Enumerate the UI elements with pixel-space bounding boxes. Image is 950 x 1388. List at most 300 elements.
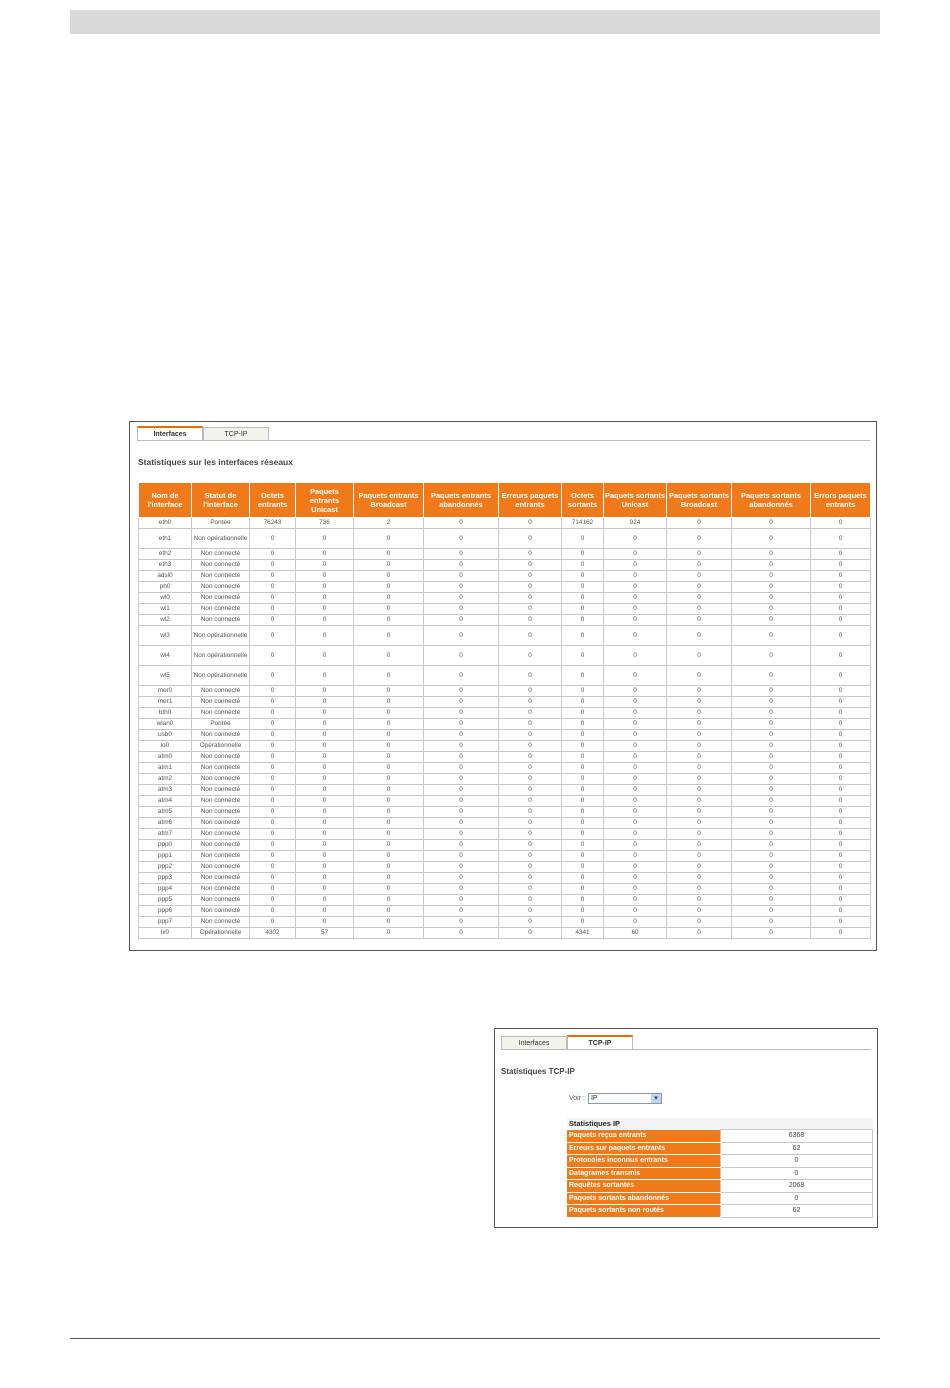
- table-cell: 0: [732, 604, 811, 615]
- table-cell: 0: [732, 895, 811, 906]
- table-cell: 0: [499, 884, 562, 895]
- table-cell: 0: [296, 895, 354, 906]
- table-cell: 0: [604, 818, 667, 829]
- table-cell: 0: [604, 917, 667, 928]
- table-cell: 0: [604, 549, 667, 560]
- table-cell: 0: [296, 571, 354, 582]
- table-cell: 0: [562, 818, 604, 829]
- table-cell: 0: [732, 818, 811, 829]
- column-header: Paquets entrants Broadcast: [354, 483, 424, 518]
- voir-select[interactable]: [588, 1093, 662, 1104]
- table-cell: 0: [811, 626, 871, 646]
- table-row: [139, 851, 871, 862]
- table-cell: 0: [296, 604, 354, 615]
- table-cell: 0: [811, 873, 871, 884]
- table-cell: 0: [732, 686, 811, 697]
- table-cell: 0: [424, 862, 499, 873]
- table-cell: 0: [562, 719, 604, 730]
- table-cell: 0: [811, 719, 871, 730]
- interface-status-cell: Non connecté: [192, 807, 250, 818]
- interface-status-cell: Non opérationnelle: [192, 626, 250, 646]
- interface-status-cell: Opérationnelle: [192, 741, 250, 752]
- table-cell: 0: [250, 593, 296, 604]
- table-cell: 0: [250, 796, 296, 807]
- table-cell: 0: [732, 697, 811, 708]
- table-cell: 0: [354, 697, 424, 708]
- table-cell: 0: [667, 818, 732, 829]
- table-cell: 0: [354, 928, 424, 939]
- table-cell: 0: [604, 593, 667, 604]
- table-cell: 0: [562, 529, 604, 549]
- table-cell: 0: [296, 873, 354, 884]
- table-cell: 0: [667, 829, 732, 840]
- interfaces-stats-panel: [129, 421, 877, 951]
- table-cell: 0: [296, 646, 354, 666]
- table-cell: 736: [296, 518, 354, 529]
- table-cell: 0: [604, 873, 667, 884]
- table-cell: 0: [732, 708, 811, 719]
- table-cell: 0: [667, 615, 732, 626]
- interface-name-cell: ppp4: [139, 884, 192, 895]
- table-cell: 0: [667, 807, 732, 818]
- ip-stats-table: [567, 1129, 873, 1218]
- ip-stat-label: Paquets sortants non routés: [567, 1205, 721, 1218]
- table-cell: 0: [562, 917, 604, 928]
- table-cell: 0: [354, 785, 424, 796]
- table-cell: 0: [424, 560, 499, 571]
- table-cell: 0: [604, 571, 667, 582]
- table-cell: 0: [250, 917, 296, 928]
- table-cell: 0: [732, 741, 811, 752]
- column-header: Octets sortants: [562, 483, 604, 518]
- table-cell: 0: [562, 549, 604, 560]
- interface-name-cell: atm2: [139, 774, 192, 785]
- table-cell: 0: [667, 604, 732, 615]
- table-cell: 0: [354, 884, 424, 895]
- table-cell: 0: [562, 646, 604, 666]
- table-cell: 0: [424, 697, 499, 708]
- table-cell: 0: [354, 666, 424, 686]
- table-cell: 0: [562, 666, 604, 686]
- tab-interfaces[interactable]: Interfaces: [501, 1036, 567, 1049]
- table-cell: 76243: [250, 518, 296, 529]
- table-row: [139, 752, 871, 763]
- table-cell: 0: [811, 818, 871, 829]
- table-cell: 0: [354, 895, 424, 906]
- table-cell: 0: [296, 560, 354, 571]
- table-cell: 0: [562, 560, 604, 571]
- table-cell: 0: [354, 646, 424, 666]
- table-cell: 0: [732, 666, 811, 686]
- table-cell: 0: [250, 818, 296, 829]
- table-row: [139, 646, 871, 666]
- table-cell: 0: [296, 785, 354, 796]
- table-cell: 0: [250, 741, 296, 752]
- table-cell: 0: [732, 626, 811, 646]
- table-cell: 0: [250, 807, 296, 818]
- tab-interfaces[interactable]: Interfaces: [137, 426, 203, 440]
- table-cell: 0: [424, 549, 499, 560]
- table-row: [139, 829, 871, 840]
- table-row: [139, 774, 871, 785]
- ip-stat-value: 6368: [721, 1130, 873, 1143]
- table-cell: 0: [296, 752, 354, 763]
- interface-name-cell: bth0: [139, 708, 192, 719]
- table-cell: 0: [811, 666, 871, 686]
- table-cell: 0: [354, 741, 424, 752]
- column-header: Paquets entrants abandonnés: [424, 483, 499, 518]
- table-row: [139, 785, 871, 796]
- table-cell: 0: [811, 807, 871, 818]
- interface-name-cell: atm0: [139, 752, 192, 763]
- table-cell: 0: [667, 906, 732, 917]
- interface-status-cell: Non connecté: [192, 906, 250, 917]
- table-cell: 0: [499, 928, 562, 939]
- table-cell: 0: [732, 851, 811, 862]
- table-cell: 0: [296, 593, 354, 604]
- table-cell: 0: [604, 646, 667, 666]
- table-row: [139, 571, 871, 582]
- table-row: [139, 593, 871, 604]
- table-row: [139, 582, 871, 593]
- page-header-bar: [70, 10, 880, 34]
- table-cell: 0: [732, 518, 811, 529]
- table-cell: 0: [499, 763, 562, 774]
- table-cell: 0: [250, 549, 296, 560]
- column-header: Statut de l'interface: [192, 483, 250, 518]
- interface-status-cell: Non opérationnelle: [192, 529, 250, 549]
- table-cell: 0: [667, 730, 732, 741]
- table-row: [139, 518, 871, 529]
- table-cell: 0: [562, 906, 604, 917]
- table-row: [139, 741, 871, 752]
- table-cell: 0: [424, 518, 499, 529]
- table-cell: 0: [499, 604, 562, 615]
- table-cell: 0: [250, 763, 296, 774]
- interface-status-cell: Non connecté: [192, 884, 250, 895]
- table-cell: 0: [604, 604, 667, 615]
- table-cell: 0: [667, 518, 732, 529]
- table-cell: 0: [354, 840, 424, 851]
- table-cell: 0: [424, 719, 499, 730]
- table-cell: 0: [250, 851, 296, 862]
- interface-name-cell: eth0: [139, 518, 192, 529]
- table-cell: 0: [667, 571, 732, 582]
- table-cell: 0: [424, 917, 499, 928]
- table-cell: 0: [499, 873, 562, 884]
- interface-status-cell: Non connecté: [192, 615, 250, 626]
- interface-status-cell: Non opérationnelle: [192, 666, 250, 686]
- table-cell: 0: [811, 752, 871, 763]
- table-cell: 0: [667, 666, 732, 686]
- interface-status-cell: Non connecté: [192, 895, 250, 906]
- interface-status-cell: Non connecté: [192, 560, 250, 571]
- table-cell: 0: [354, 582, 424, 593]
- table-cell: 0: [499, 686, 562, 697]
- interface-status-cell: Pontée: [192, 518, 250, 529]
- table-cell: 0: [732, 646, 811, 666]
- interface-name-cell: ph0: [139, 582, 192, 593]
- table-row: [139, 697, 871, 708]
- ip-stat-value: 62: [721, 1205, 873, 1218]
- column-header: Nom de l'interface: [139, 483, 192, 518]
- table-cell: 0: [499, 560, 562, 571]
- table-cell: 0: [667, 686, 732, 697]
- table-cell: 0: [499, 571, 562, 582]
- table-cell: 0: [296, 615, 354, 626]
- ip-stat-label: Erreurs sur paquets entrants: [567, 1142, 721, 1155]
- table-cell: 0: [604, 529, 667, 549]
- table-cell: 0: [811, 697, 871, 708]
- table-cell: 0: [250, 697, 296, 708]
- table-cell: 0: [499, 752, 562, 763]
- table-cell: 0: [499, 829, 562, 840]
- interface-status-cell: Non connecté: [192, 796, 250, 807]
- table-row: [139, 719, 871, 730]
- table-cell: 0: [499, 529, 562, 549]
- table-cell: 0: [562, 708, 604, 719]
- table-cell: 0: [250, 529, 296, 549]
- table-cell: 0: [732, 862, 811, 873]
- ip-stats-section: [567, 1118, 873, 1218]
- table-cell: 0: [604, 686, 667, 697]
- table-cell: 0: [562, 851, 604, 862]
- table-cell: 0: [562, 752, 604, 763]
- table-cell: 0: [811, 741, 871, 752]
- chevron-down-icon[interactable]: ▾: [651, 1094, 661, 1103]
- table-cell: 0: [667, 582, 732, 593]
- table-cell: 0: [424, 774, 499, 785]
- table-cell: 0: [732, 928, 811, 939]
- table-cell: 0: [296, 719, 354, 730]
- table-cell: 0: [354, 571, 424, 582]
- interface-name-cell: atm7: [139, 829, 192, 840]
- table-cell: 0: [296, 730, 354, 741]
- table-cell: 0: [811, 774, 871, 785]
- column-header: Errors paquets entrants: [811, 483, 871, 518]
- interface-name-cell: eth3: [139, 560, 192, 571]
- tab-bar: [501, 1035, 633, 1049]
- table-cell: 0: [604, 697, 667, 708]
- table-cell: 0: [667, 741, 732, 752]
- interface-status-cell: Pontée: [192, 719, 250, 730]
- ip-stat-row: [567, 1180, 873, 1193]
- table-cell: 0: [499, 796, 562, 807]
- ip-stat-value: 62: [721, 1142, 873, 1155]
- table-cell: 0: [296, 840, 354, 851]
- table-cell: 0: [667, 840, 732, 851]
- table-cell: 0: [499, 807, 562, 818]
- interface-name-cell: ppp1: [139, 851, 192, 862]
- table-cell: 0: [732, 774, 811, 785]
- interface-name-cell: atm4: [139, 796, 192, 807]
- column-header: Paquets sortants Unicast: [604, 483, 667, 518]
- interface-name-cell: ppp6: [139, 906, 192, 917]
- table-cell: 0: [250, 829, 296, 840]
- table-cell: 0: [667, 626, 732, 646]
- table-cell: 0: [562, 615, 604, 626]
- table-cell: 0: [732, 796, 811, 807]
- table-row: [139, 796, 871, 807]
- table-cell: 0: [562, 796, 604, 807]
- table-cell: 0: [296, 796, 354, 807]
- interface-status-cell: Non connecté: [192, 697, 250, 708]
- table-cell: 0: [499, 851, 562, 862]
- page-title: Statistiques sur les interfaces réseaux: [138, 457, 293, 467]
- table-cell: 0: [250, 884, 296, 895]
- ip-stat-row: [567, 1192, 873, 1205]
- table-cell: 0: [499, 582, 562, 593]
- table-cell: 0: [732, 807, 811, 818]
- table-cell: 0: [811, 884, 871, 895]
- table-cell: 0: [604, 763, 667, 774]
- table-cell: 0: [811, 686, 871, 697]
- table-cell: 0: [562, 774, 604, 785]
- table-row: [139, 560, 871, 571]
- interface-status-cell: Non connecté: [192, 752, 250, 763]
- table-cell: 0: [604, 906, 667, 917]
- table-cell: 0: [811, 829, 871, 840]
- table-row: [139, 626, 871, 646]
- table-cell: 4341: [562, 928, 604, 939]
- table-cell: 0: [354, 626, 424, 646]
- table-cell: 0: [811, 906, 871, 917]
- table-cell: 0: [499, 741, 562, 752]
- table-cell: 714162: [562, 518, 604, 529]
- table-row: [139, 529, 871, 549]
- interface-status-cell: Non connecté: [192, 840, 250, 851]
- table-cell: 0: [667, 796, 732, 807]
- interface-name-cell: wl4: [139, 646, 192, 666]
- table-cell: 0: [250, 646, 296, 666]
- interface-status-cell: Non connecté: [192, 593, 250, 604]
- ip-stat-row: [567, 1142, 873, 1155]
- table-cell: 0: [667, 917, 732, 928]
- interface-status-cell: Non connecté: [192, 708, 250, 719]
- table-cell: 0: [354, 615, 424, 626]
- interface-status-cell: Non connecté: [192, 829, 250, 840]
- table-cell: 0: [562, 785, 604, 796]
- interface-name-cell: wl2: [139, 615, 192, 626]
- table-cell: 0: [732, 785, 811, 796]
- table-cell: 0: [354, 818, 424, 829]
- interface-status-cell: Non connecté: [192, 604, 250, 615]
- table-cell: 0: [296, 807, 354, 818]
- table-cell: 0: [667, 646, 732, 666]
- ip-stats-title: Statistiques IP: [567, 1118, 873, 1129]
- ip-stat-label: Datagrames transmis: [567, 1167, 721, 1180]
- ip-stat-label: Protocoles inconnus entrants: [567, 1155, 721, 1168]
- table-cell: 0: [732, 763, 811, 774]
- table-cell: 0: [604, 708, 667, 719]
- table-cell: 0: [250, 840, 296, 851]
- table-cell: 0: [250, 785, 296, 796]
- ip-stat-row: [567, 1130, 873, 1143]
- table-cell: 0: [562, 807, 604, 818]
- table-row: [139, 884, 871, 895]
- table-cell: 0: [424, 571, 499, 582]
- table-cell: 0: [604, 796, 667, 807]
- table-cell: 0: [499, 818, 562, 829]
- table-cell: 0: [811, 518, 871, 529]
- table-cell: 0: [499, 549, 562, 560]
- table-cell: 0: [499, 917, 562, 928]
- table-cell: 0: [667, 895, 732, 906]
- table-cell: 0: [562, 895, 604, 906]
- table-cell: 0: [499, 774, 562, 785]
- voir-row: [569, 1093, 662, 1104]
- table-cell: 57: [296, 928, 354, 939]
- table-cell: 0: [296, 626, 354, 646]
- table-row: [139, 730, 871, 741]
- footer-rule: [70, 1338, 880, 1339]
- table-cell: 0: [424, 928, 499, 939]
- interface-status-cell: Non connecté: [192, 873, 250, 884]
- table-cell: 0: [667, 862, 732, 873]
- table-cell: 0: [250, 873, 296, 884]
- table-cell: 924: [604, 518, 667, 529]
- table-cell: 0: [732, 549, 811, 560]
- table-cell: 0: [667, 708, 732, 719]
- table-cell: 0: [424, 906, 499, 917]
- table-row: [139, 549, 871, 560]
- table-cell: 0: [296, 884, 354, 895]
- tab-tcp-ip[interactable]: TCP-IP: [203, 427, 269, 440]
- voir-label: Voir :: [569, 1095, 585, 1102]
- table-cell: 0: [562, 741, 604, 752]
- table-cell: 0: [424, 615, 499, 626]
- table-cell: 0: [604, 840, 667, 851]
- table-cell: 0: [354, 763, 424, 774]
- interface-status-cell: Non connecté: [192, 763, 250, 774]
- table-cell: 0: [604, 560, 667, 571]
- table-cell: 0: [604, 829, 667, 840]
- interface-name-cell: eth2: [139, 549, 192, 560]
- table-cell: 0: [424, 840, 499, 851]
- table-row: [139, 928, 871, 939]
- table-cell: 0: [732, 529, 811, 549]
- interface-status-cell: Non connecté: [192, 851, 250, 862]
- table-cell: 0: [424, 895, 499, 906]
- table-cell: 0: [250, 862, 296, 873]
- table-cell: 0: [424, 818, 499, 829]
- table-cell: 0: [250, 604, 296, 615]
- table-cell: 0: [499, 615, 562, 626]
- tab-tcp-ip[interactable]: TCP-IP: [567, 1035, 633, 1049]
- table-cell: 0: [250, 752, 296, 763]
- table-cell: 0: [354, 829, 424, 840]
- table-cell: 0: [250, 730, 296, 741]
- interface-name-cell: atm1: [139, 763, 192, 774]
- table-cell: 0: [604, 774, 667, 785]
- table-cell: 0: [811, 604, 871, 615]
- interface-status-cell: Non connecté: [192, 862, 250, 873]
- table-cell: 0: [732, 840, 811, 851]
- table-cell: 0: [296, 741, 354, 752]
- table-cell: 0: [562, 626, 604, 646]
- table-cell: 0: [424, 763, 499, 774]
- table-cell: 0: [250, 719, 296, 730]
- interface-status-cell: Non connecté: [192, 785, 250, 796]
- table-cell: 0: [296, 851, 354, 862]
- table-cell: 0: [354, 752, 424, 763]
- tab-bar: [137, 426, 269, 440]
- table-cell: 0: [354, 529, 424, 549]
- table-cell: 0: [811, 549, 871, 560]
- table-cell: 0: [732, 917, 811, 928]
- table-cell: 0: [562, 730, 604, 741]
- table-row: [139, 708, 871, 719]
